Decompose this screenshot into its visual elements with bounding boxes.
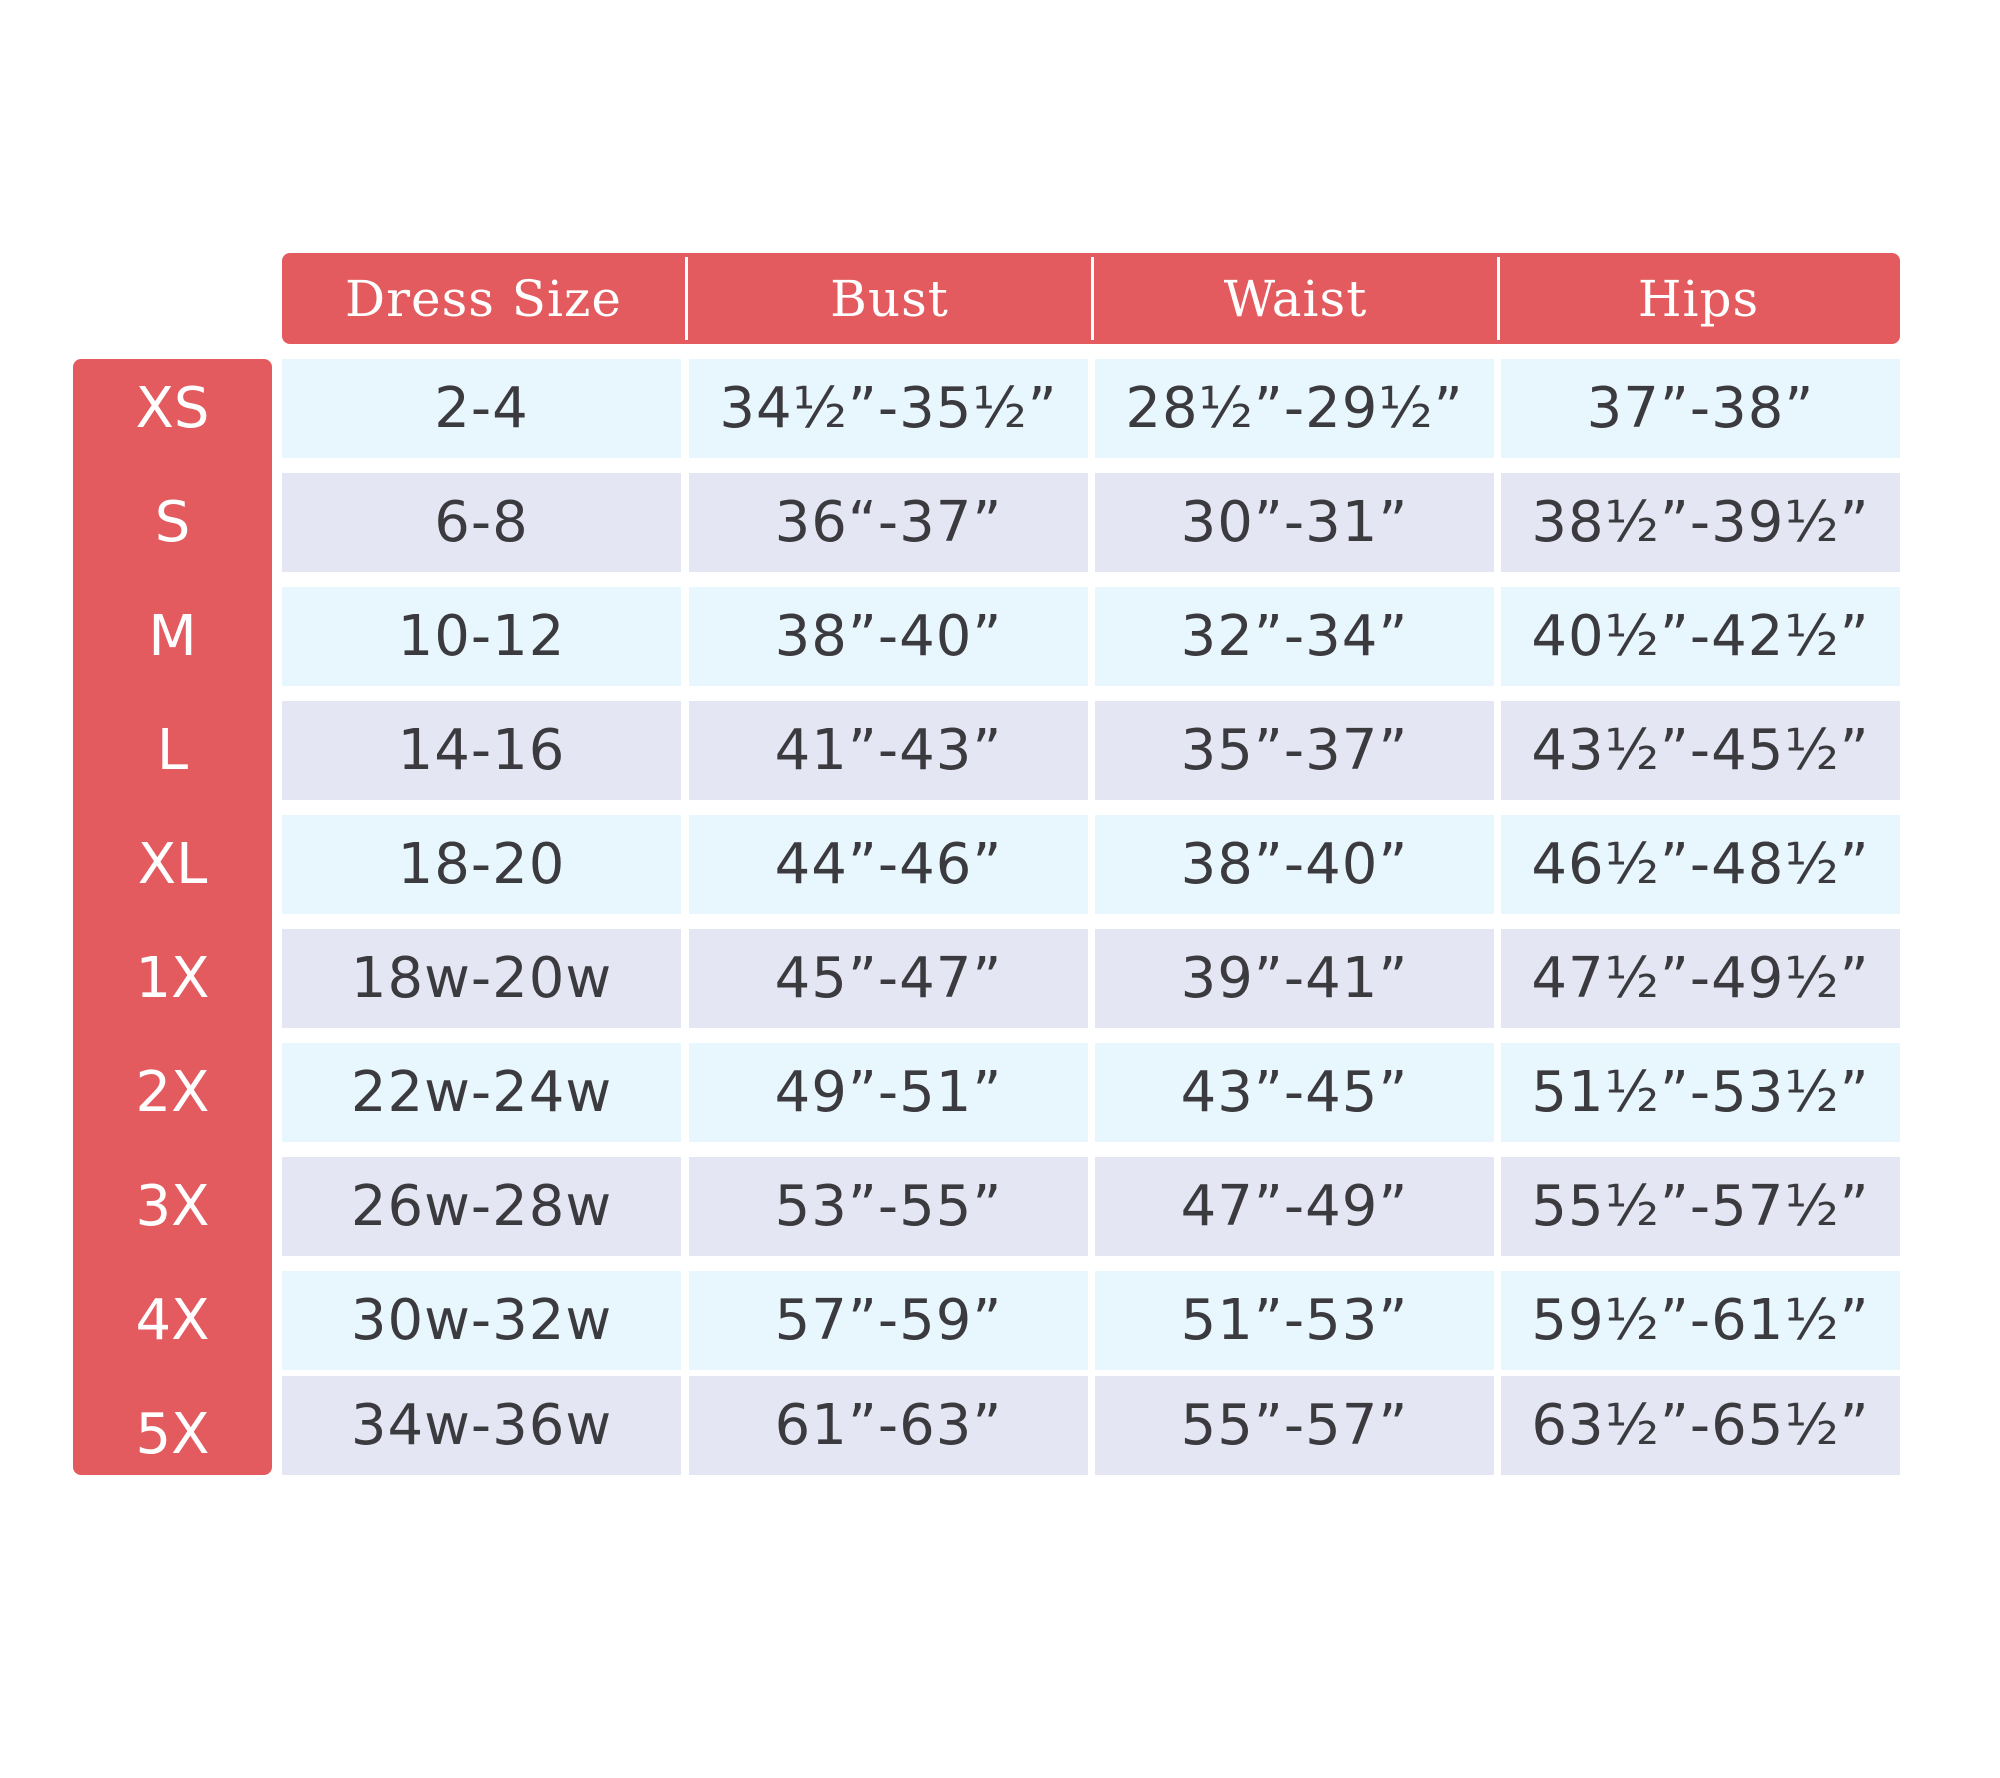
table-header <box>282 253 1900 344</box>
size-label-xl: XL <box>137 832 208 897</box>
size-label-m: M <box>148 604 197 669</box>
size-label-s: S <box>154 490 191 555</box>
cell-bust: 36“-37” <box>689 473 1088 572</box>
cell-dress-size: 34w-36w <box>282 1376 681 1475</box>
header-dress-size: Dress Size <box>345 269 622 328</box>
cell-dress-size: 2-4 <box>282 359 681 458</box>
cell-bust: 34½”-35½” <box>689 359 1088 458</box>
cell-bust: 57”-59” <box>689 1271 1088 1370</box>
cell-waist: 51”-53” <box>1095 1271 1494 1370</box>
cell-hips: 47½”-49½” <box>1501 929 1900 1028</box>
cell-hips: 63½”-65½” <box>1501 1376 1900 1475</box>
cell-waist: 30”-31” <box>1095 473 1494 572</box>
cell-waist: 32”-34” <box>1095 587 1494 686</box>
cell-waist: 55”-57” <box>1095 1376 1494 1475</box>
size-label-4x: 4X <box>135 1288 210 1353</box>
cell-bust: 41”-43” <box>689 701 1088 800</box>
cell-waist: 35”-37” <box>1095 701 1494 800</box>
cell-dress-size: 18-20 <box>282 815 681 914</box>
cell-hips: 46½”-48½” <box>1501 815 1900 914</box>
header-hips: Hips <box>1637 269 1760 328</box>
cell-bust: 38”-40” <box>689 587 1088 686</box>
cell-waist: 38”-40” <box>1095 815 1494 914</box>
cell-dress-size: 26w-28w <box>282 1157 681 1256</box>
cell-waist: 39”-41” <box>1095 929 1494 1028</box>
cell-hips: 43½”-45½” <box>1501 701 1900 800</box>
size-label-5x: 5X <box>135 1402 210 1467</box>
cell-hips: 38½”-39½” <box>1501 473 1900 572</box>
cell-bust: 53”-55” <box>689 1157 1088 1256</box>
cell-hips: 55½”-57½” <box>1501 1157 1900 1256</box>
size-label-l: L <box>156 718 189 783</box>
cell-hips: 40½”-42½” <box>1501 587 1900 686</box>
cell-dress-size: 18w-20w <box>282 929 681 1028</box>
size-label-xs: XS <box>135 376 210 441</box>
cell-hips: 37”-38” <box>1501 359 1900 458</box>
size-label-1x: 1X <box>135 946 210 1011</box>
cell-waist: 28½”-29½” <box>1095 359 1494 458</box>
cell-bust: 45”-47” <box>689 929 1088 1028</box>
cell-waist: 47”-49” <box>1095 1157 1494 1256</box>
header-bust: Bust <box>830 269 949 328</box>
size-label-2x: 2X <box>135 1060 210 1125</box>
header-waist: Waist <box>1223 269 1368 328</box>
cell-dress-size: 22w-24w <box>282 1043 681 1142</box>
cell-bust: 61”-63” <box>689 1376 1088 1475</box>
cell-bust: 44”-46” <box>689 815 1088 914</box>
cell-dress-size: 10-12 <box>282 587 681 686</box>
cell-waist: 43”-45” <box>1095 1043 1494 1142</box>
cell-hips: 51½”-53½” <box>1501 1043 1900 1142</box>
size-label-column <box>73 359 272 1475</box>
cell-dress-size: 14-16 <box>282 701 681 800</box>
cell-dress-size: 30w-32w <box>282 1271 681 1370</box>
cell-hips: 59½”-61½” <box>1501 1271 1900 1370</box>
cell-bust: 49”-51” <box>689 1043 1088 1142</box>
cell-dress-size: 6-8 <box>282 473 681 572</box>
size-label-3x: 3X <box>135 1174 210 1239</box>
